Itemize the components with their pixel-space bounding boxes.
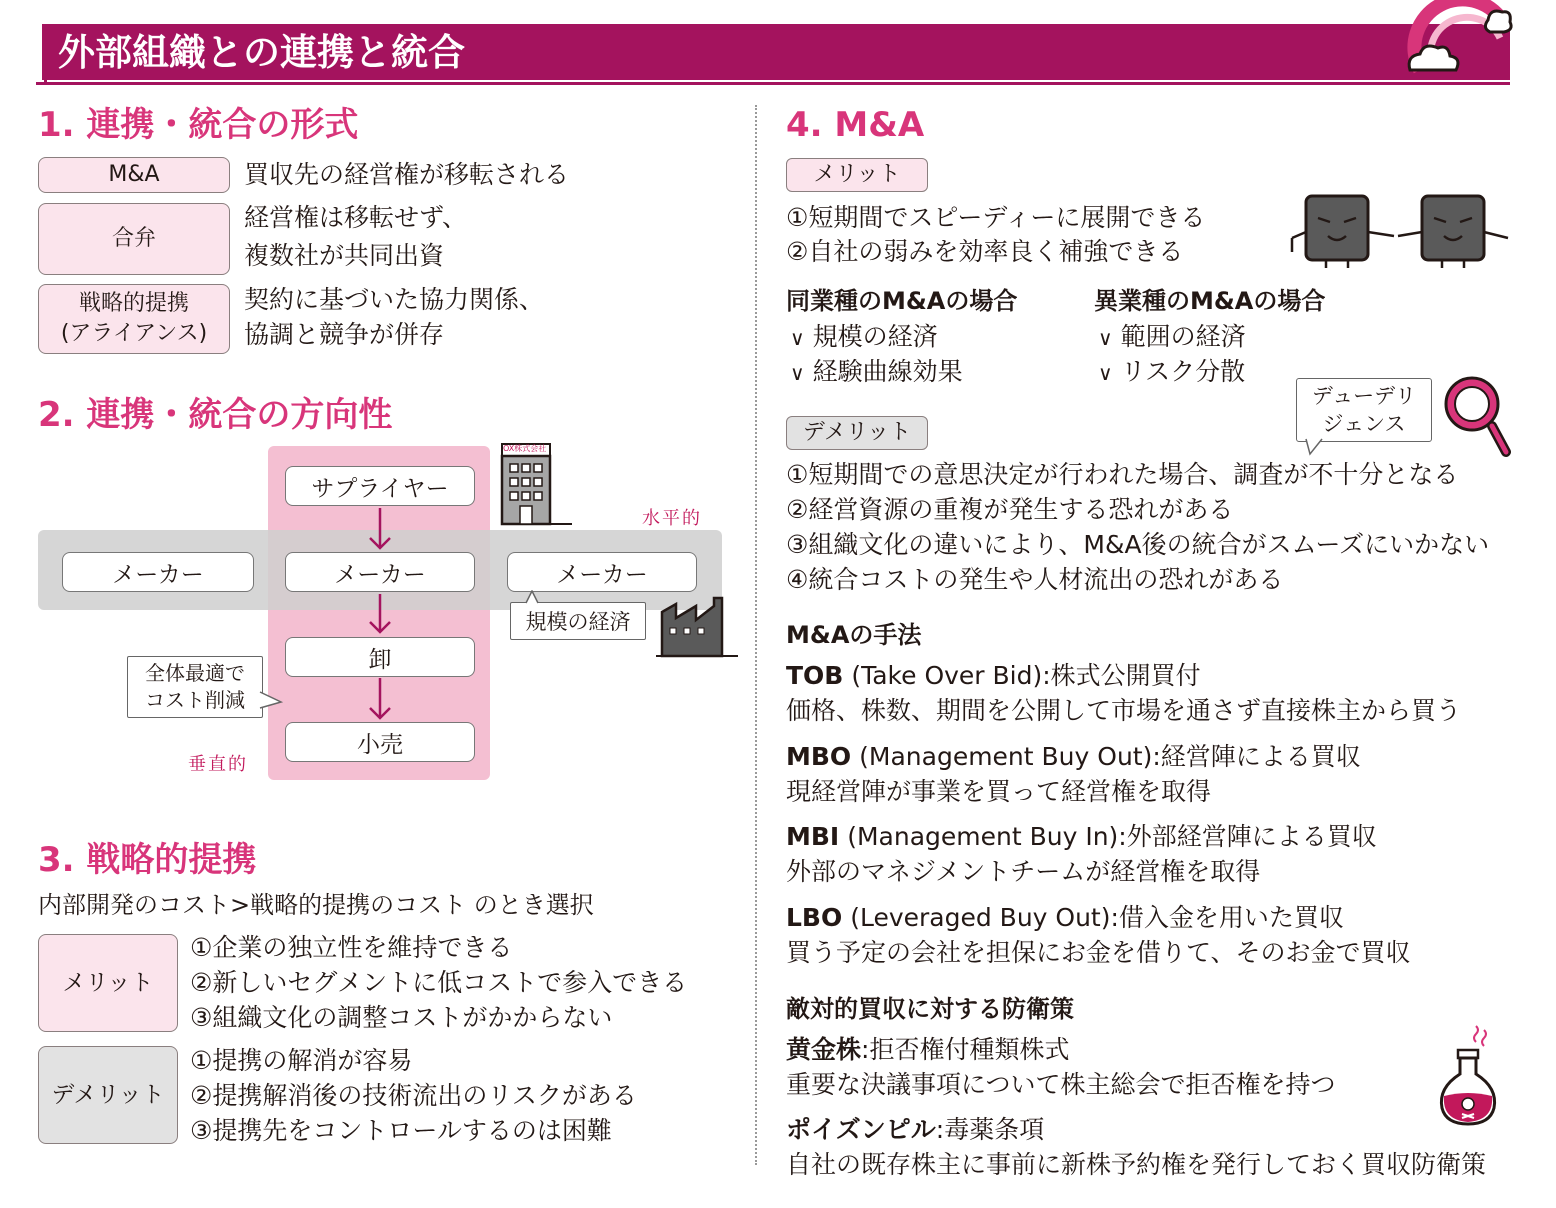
same-industry-item-1 bbox=[790, 319, 938, 356]
callout-total-tail bbox=[259, 690, 283, 710]
method-lbo-abbr: LBO bbox=[786, 903, 843, 932]
vertical-arrows bbox=[360, 504, 400, 724]
form-label-alliance bbox=[38, 284, 230, 354]
method-tob bbox=[786, 658, 1201, 693]
vertical-label: 垂直的 bbox=[188, 754, 248, 775]
defense-title: 敵対的買収に対する防衛策 bbox=[786, 995, 1074, 1023]
section3-merit-3: ③組織文化の調整コストがかからない bbox=[190, 1003, 613, 1032]
same-industry-item-2 bbox=[790, 354, 963, 391]
magnifier-icon bbox=[1440, 372, 1512, 458]
section1-heading: 1. 連携・統合の形式 bbox=[38, 105, 359, 145]
building-sign: OX株式会社 bbox=[503, 444, 547, 453]
method-tob-desc: 価格、株数、期間を公開して市場を通さず直接株主から買う bbox=[786, 696, 1462, 725]
callout-total-line1: 全体最適で bbox=[145, 661, 245, 685]
method-lbo-full: (Leveraged Buy Out):借入金を用いた買収 bbox=[850, 903, 1344, 932]
check-icon: ∨ bbox=[1098, 361, 1113, 385]
section4-merit-1: ①短期間でスピーディーに展開できる bbox=[786, 203, 1206, 232]
due-diligence-line2: ジェンス bbox=[1322, 412, 1406, 436]
defense-golden-share-term: :拒否権付種類株式 bbox=[861, 1035, 1070, 1064]
section4-merit-2: ②自社の弱みを効率良く補強できる bbox=[786, 237, 1184, 266]
method-tob-abbr: TOB bbox=[786, 661, 844, 690]
diff-industry-item-1 bbox=[1098, 319, 1246, 356]
section4-heading: 4. M&A bbox=[786, 105, 925, 145]
method-mbi-desc: 外部のマネジメントチームが経営権を取得 bbox=[786, 857, 1261, 886]
method-mbo-desc: 現経営陣が事業を買って経営権を取得 bbox=[786, 777, 1212, 806]
section3-merit-1: ①企業の独立性を維持できる bbox=[190, 933, 513, 962]
node-wholesale-text: 卸 bbox=[368, 646, 392, 673]
section4-demerit-3: ③組織文化の違いにより、M&A後の統合がスムーズにいかない bbox=[786, 530, 1490, 559]
diff-industry-item-2 bbox=[1098, 354, 1245, 391]
method-lbo-desc: 買う予定の会社を担保にお金を借りて、そのお金で買収 bbox=[786, 938, 1411, 967]
due-diligence-callout bbox=[1296, 378, 1432, 442]
rainbow-cloud-icon bbox=[1400, 0, 1515, 84]
form-desc-alliance-line1: 契約に基づいた協力関係、 bbox=[244, 285, 545, 314]
section2-heading: 2. 連携・統合の方向性 bbox=[38, 395, 393, 435]
method-mbi-abbr: MBI bbox=[786, 822, 840, 851]
diff-industry-title: 異業種のM&Aの場合 bbox=[1094, 287, 1326, 315]
method-mbi bbox=[786, 819, 1377, 854]
node-maker-left bbox=[62, 552, 254, 592]
poison-flask-icon bbox=[1432, 1024, 1506, 1130]
horizontal-label: 水平的 bbox=[642, 508, 702, 529]
factory-icon bbox=[656, 594, 740, 660]
form-label-alliance-line2: (アライアンス) bbox=[60, 321, 208, 346]
method-tob-full: (Take Over Bid):株式公開買付 bbox=[851, 661, 1201, 690]
section4-demerit-2: ②経営資源の重複が発生する恐れがある bbox=[786, 495, 1234, 524]
section3-demerit-3: ③提携先をコントロールするのは困難 bbox=[190, 1116, 612, 1145]
form-label-alliance-line1: 戦略的提携 bbox=[78, 291, 189, 316]
section3-heading: 3. 戦略的提携 bbox=[38, 840, 257, 880]
defense-poison-pill-term: :毒薬条項 bbox=[935, 1115, 1045, 1144]
method-mbo bbox=[786, 739, 1361, 774]
section3-demerit-label-text: デメリット bbox=[51, 1082, 165, 1108]
callout-total-line2: コスト削減 bbox=[145, 688, 245, 712]
due-diligence-tail bbox=[1304, 438, 1326, 456]
column-divider bbox=[755, 105, 757, 1165]
section3-merit-label-text: メリット bbox=[62, 970, 154, 996]
section4-merit-label bbox=[786, 158, 928, 192]
section4-demerit-1: ①短期間での意思決定が行われた場合、調査が不十分となる bbox=[786, 460, 1459, 489]
same-industry-item-2-text: 経験曲線効果 bbox=[812, 357, 963, 386]
section3-merit-2: ②新しいセグメントに低コストで参入できる bbox=[190, 968, 688, 997]
section3-demerit-1: ①提携の解消が容易 bbox=[190, 1046, 413, 1075]
method-mbi-full: (Management Buy In):外部経営陣による買収 bbox=[847, 822, 1377, 851]
form-label-ma bbox=[38, 157, 230, 193]
callout-scale bbox=[510, 602, 646, 640]
office-building-icon bbox=[496, 442, 574, 528]
section3-demerit-label bbox=[38, 1046, 178, 1144]
section3-merit-label bbox=[38, 934, 178, 1032]
defense-golden-share-name: 黄金株 bbox=[786, 1035, 862, 1064]
defense-golden-share bbox=[786, 1032, 1069, 1067]
callout-scale-text: 規模の経済 bbox=[525, 610, 631, 634]
callout-scale-tail bbox=[524, 590, 544, 604]
defense-poison-pill-name: ポイズンピル bbox=[786, 1115, 936, 1144]
method-mbo-full: (Management Buy Out):経営陣による買収 bbox=[859, 742, 1361, 771]
node-supplier bbox=[285, 466, 475, 506]
form-desc-jv-line2: 複数社が共同出資 bbox=[244, 241, 445, 270]
form-desc-alliance-line2: 協調と競争が併存 bbox=[244, 320, 445, 349]
title-banner-notch-line bbox=[44, 24, 47, 82]
node-retail bbox=[285, 722, 475, 762]
form-label-jv-text: 合弁 bbox=[111, 226, 156, 251]
node-maker-center-text: メーカー bbox=[334, 561, 426, 588]
form-label-ma-text: M&A bbox=[108, 162, 160, 187]
page-title: 外部組織との連携と統合 bbox=[58, 31, 465, 74]
method-mbo-abbr: MBO bbox=[786, 742, 852, 771]
title-banner-notch bbox=[36, 24, 42, 82]
node-maker-right-text: メーカー bbox=[556, 561, 648, 588]
node-maker-right bbox=[507, 552, 697, 592]
section3-demerit-2: ②提携解消後の技術流出のリスクがある bbox=[190, 1081, 637, 1110]
check-icon: ∨ bbox=[790, 361, 805, 385]
section4-demerit-label-text: デメリット bbox=[802, 420, 912, 445]
node-supplier-text: サプライヤー bbox=[311, 475, 449, 502]
section4-merit-label-text: メリット bbox=[813, 162, 901, 187]
defense-golden-share-desc: 重要な決議事項について株主総会で拒否権を持つ bbox=[786, 1070, 1336, 1099]
section4-demerit-label bbox=[786, 416, 928, 450]
diff-industry-item-1-text: 範囲の経済 bbox=[1120, 322, 1246, 351]
handshake-characters-icon bbox=[1290, 190, 1512, 270]
section4-demerit-4: ④統合コストの発生や人材流出の恐れがある bbox=[786, 565, 1284, 594]
callout-total bbox=[127, 656, 263, 718]
node-retail-text: 小売 bbox=[357, 731, 403, 758]
node-maker-left-text: メーカー bbox=[112, 561, 204, 588]
section3-condition: 内部開発のコスト>戦略的提携のコスト のとき選択 bbox=[38, 891, 594, 919]
form-desc-ma: 買収先の経営権が移転される bbox=[244, 160, 570, 189]
same-industry-item-1-text: 規模の経済 bbox=[812, 322, 938, 351]
same-industry-title: 同業種のM&Aの場合 bbox=[786, 287, 1018, 315]
defense-poison-pill-desc: 自社の既存株主に事前に新株予約権を発行しておく買収防衛策 bbox=[786, 1150, 1487, 1179]
form-label-jv bbox=[38, 203, 230, 275]
form-desc-jv-line1: 経営権は移転せず、 bbox=[244, 203, 468, 232]
check-icon: ∨ bbox=[790, 326, 805, 350]
title-banner-underline bbox=[36, 82, 1510, 85]
diff-industry-item-2-text: リスク分散 bbox=[1120, 357, 1246, 386]
check-icon: ∨ bbox=[1098, 326, 1113, 350]
defense-poison-pill bbox=[786, 1112, 1044, 1147]
due-diligence-line1: デューデリ bbox=[1311, 384, 1417, 408]
method-lbo bbox=[786, 900, 1344, 935]
methods-title: M&Aの手法 bbox=[786, 621, 922, 649]
